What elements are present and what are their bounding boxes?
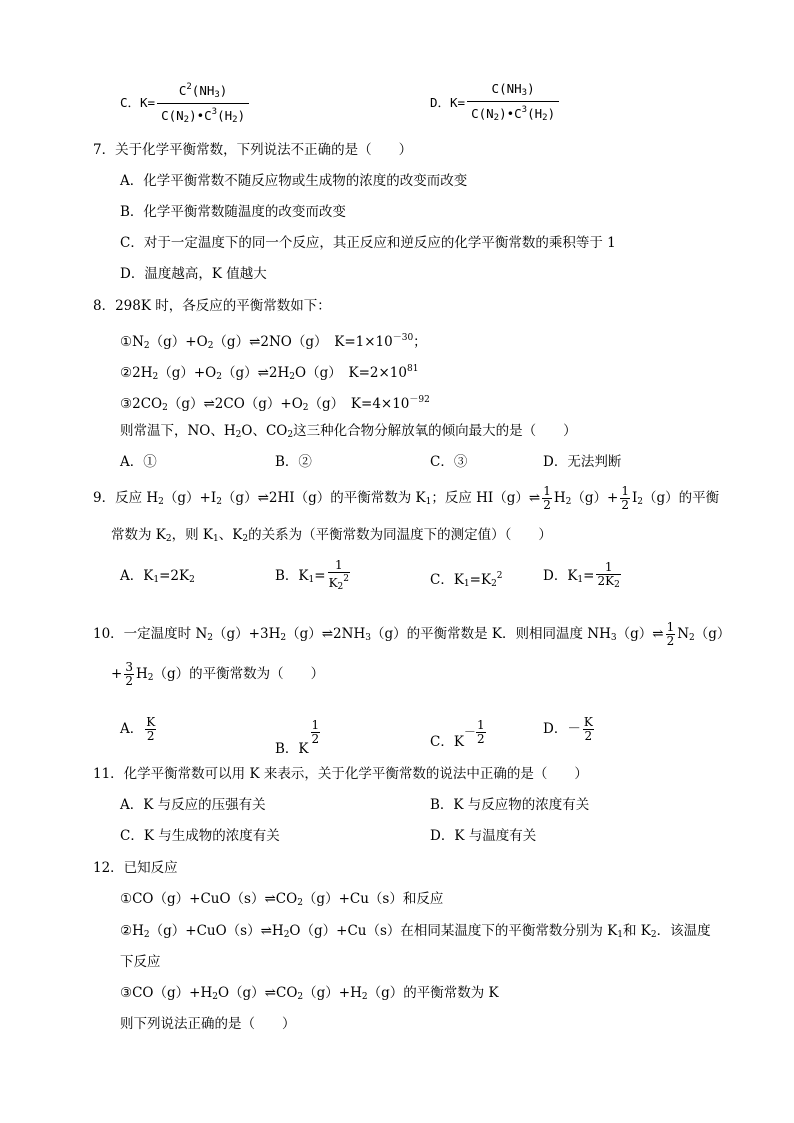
q11-option-d: D．K 与温度有关 <box>430 828 537 844</box>
q8-reaction-3: $③2CO_2(g)\rightleftharpoons 2CO(g)+O_2(g)$ $K=4\times 10^{-92}$ <box>120 395 430 413</box>
q9-stem-line-2: 常数为 $K_2$，则 $K_1$、$K_2$的关系为（平衡常数为同温度下的测定值）（ ） <box>111 527 552 544</box>
q7-option-a: A．化学平衡常数不随反应物或生成物的浓度的改变而改变 <box>120 173 468 189</box>
q8-reaction-1: $①N_2(g)+O_2(g)\rightleftharpoons 2NO(g)$ $K=1\times 10^{-30}$； <box>120 333 427 351</box>
q6-c-fraction <box>157 79 249 128</box>
q8-option-b: B．② <box>275 454 312 470</box>
q9-option-c: C．$K_1=K_2^2$ <box>430 571 503 589</box>
q11-option-b: B．K 与反应物的浓度有关 <box>430 797 590 813</box>
q6-option-c: C．K= $\frac{C^2(NH_3)}{C(N_2)•C^3(H_2)}$ <box>120 78 251 128</box>
fraction-one-over-k2-squared: $\frac{1}{K_2^2}$ <box>328 558 349 592</box>
q7-option-b: B．化学平衡常数随温度的改变而改变 <box>120 204 346 220</box>
fraction-one-half: $\frac{1}{2}$ <box>543 484 551 512</box>
q9-stem-line-1: 9．反应 $H_2(g)+I_2(g)\rightleftharpoons 2HI(g)$的平衡常数为 $K_1$；反应 HI（g）⇌ $\frac{1}{2}$ $H_2(g)+$ $\frac{1}{2}$ $I_2(g)$的平衡 <box>93 484 720 512</box>
q9-option-a: A．$K_1=2K_2$ <box>120 568 195 585</box>
fraction-numerator: $C(NH_3)$ <box>491 81 535 98</box>
q12-reaction-3: $③CO(g)+H_2O(g)\rightleftharpoons CO_2(g)+H_2(g)$的平衡常数为 K <box>120 985 499 1002</box>
q11-option-a: A．K 与反应的压强有关 <box>120 797 266 813</box>
q10-option-a: A． $\frac{K}{2}$ <box>120 715 156 743</box>
q10-option-d: D．－ $\frac{K}{2}$ <box>543 715 593 743</box>
q12-reaction-2: $②H_2(g)+CuO(s)\rightleftharpoons H_2O(g)+Cu(s)$在相同某温度下的平衡常数分别为 $K_1$和 $K_2$．该温度 <box>120 923 711 940</box>
fraction-one-half: $\frac{1}{2}$ <box>666 620 675 648</box>
q7-stem: 7．关于化学平衡常数，下列说法不正确的是（ ） <box>93 142 413 158</box>
q12-question: 则下列说法正确的是（ ） <box>120 1016 296 1032</box>
exponent-one-half: 1 2 <box>311 718 320 746</box>
q9-option-b: B．$K_1=$ $\frac{1}{K_2^2}$ <box>275 558 349 592</box>
q10-option-b: B．K $^{\frac{1}{2}}$ <box>275 718 320 757</box>
q9-option-d: D．$K_1=$ $\frac{1}{2K_2}$ <box>543 560 620 590</box>
fraction-numerator: $C^2(NH_3)$ <box>178 82 228 100</box>
q12-reaction-2-continued: 下反应 <box>120 954 161 970</box>
fraction-denominator: $C(N_2)•C^3(H_2)$ <box>157 103 249 128</box>
fraction-one-over-2k2: $\frac{1}{2K_2}$ <box>597 560 620 590</box>
fraction-k-over-2: $\frac{K}{2}$ <box>146 715 156 743</box>
q10-stem-line-2: + $\frac{3}{2}$ $H_2(g)$的平衡常数为（ ） <box>111 660 325 688</box>
q12-stem: 12．已知反应 <box>93 860 178 876</box>
q8-option-a: A．① <box>120 454 157 470</box>
q11-option-c: C．K 与生成物的浓度有关 <box>120 828 280 844</box>
q8-reaction-2: $②2H_2(g)+O_2(g)\rightleftharpoons 2H_2O(g)$ $K=2\times 10^{81}$ <box>120 364 419 382</box>
q10-stem-line-1: 10．一定温度时 $N_2(g)+3H_2(g)\rightleftharpoons 2NH_3(g)$的平衡常数是 K．则相同温度 $NH_3(g)\rightleftharpoons$ $\frac{1}{2}$ $N_2(g)$ <box>93 620 731 648</box>
q12-reaction-1: $①CO(g)+CuO(s)\rightleftharpoons CO_2(g)+Cu(s)$和反应 <box>120 891 444 908</box>
fraction-three-halves: $\frac{3}{2}$ <box>125 660 133 688</box>
fraction-k-over-2: $\frac{K}{2}$ <box>583 715 593 743</box>
fraction-denominator: $C(N_2)•C^3(H_2)$ <box>467 101 559 126</box>
exponent-negative-one-half: － 1 2 <box>463 718 485 746</box>
q8-option-c: C．③ <box>430 454 468 470</box>
q10-option-c: C．$K^{- \frac{1}{2}}$ <box>430 718 485 750</box>
q6-d-fraction <box>467 81 559 126</box>
q6-option-d: D．K= $\frac{C(NH_3)}{C(N_2)•C^3(H_2)}$ <box>430 78 561 128</box>
q8-option-d: D．无法判断 <box>543 454 622 470</box>
fraction-one-half: $\frac{1}{2}$ <box>621 484 629 512</box>
q7-option-c: C．对于一定温度下的同一个反应，其正反应和逆反应的化学平衡常数的乘积等于 1 <box>120 235 616 251</box>
q7-option-d: D．温度越高，K 值越大 <box>120 266 267 282</box>
q8-question: 则常温下，NO、$H_2O$、$CO_2$这三种化合物分解放氧的倾向最大的是（ ） <box>120 423 577 440</box>
q8-stem: 8．298K 时，各反应的平衡常数如下： <box>93 298 331 314</box>
q11-stem: 11．化学平衡常数可以用 K 来表示，关于化学平衡常数的说法中正确的是（ ） <box>93 766 588 782</box>
